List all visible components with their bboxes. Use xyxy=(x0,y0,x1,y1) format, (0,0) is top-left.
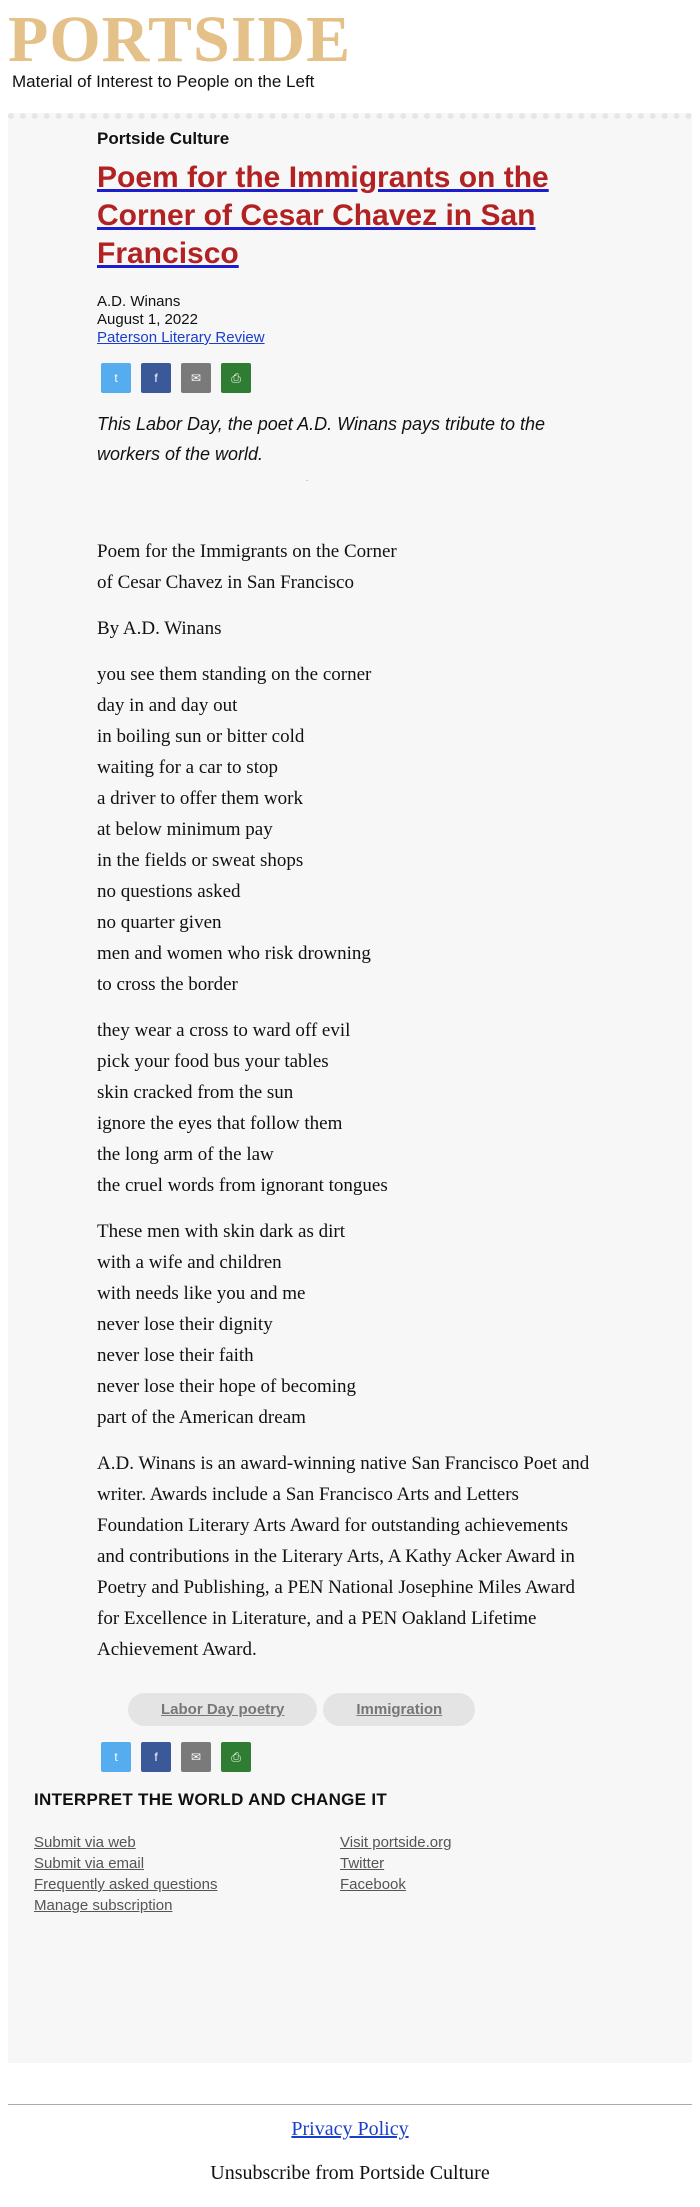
source-link[interactable]: Paterson Literary Review xyxy=(97,329,265,346)
visit-portside-link[interactable]: Visit portside.org xyxy=(340,1834,452,1851)
poem-line: in the fields or sweat shops xyxy=(97,850,304,871)
poem-line: you see them standing on the corner xyxy=(97,664,372,685)
privacy-policy-link[interactable]: Privacy Policy xyxy=(291,2118,409,2140)
poem-heading-line: of Cesar Chavez in San Francisco xyxy=(97,572,354,593)
article-meta xyxy=(97,293,597,347)
poem-body xyxy=(97,536,597,1665)
stanza-3 xyxy=(97,1216,597,1433)
unsubscribe-link[interactable]: Unsubscribe from Portside Culture xyxy=(210,2162,490,2184)
poem-line: no quarter given xyxy=(97,912,222,933)
image-placeholder: · xyxy=(305,475,309,486)
poem-line: at below minimum pay xyxy=(97,819,273,840)
facebook-icon[interactable]: f xyxy=(141,363,171,393)
section-label: Portside Culture xyxy=(97,129,230,148)
article-content xyxy=(97,129,597,1772)
tag-immigration[interactable]: Immigration xyxy=(323,1693,475,1726)
email-icon[interactable]: ✉ xyxy=(181,1742,211,1772)
footer-col-left xyxy=(34,1832,340,1916)
email-icon[interactable]: ✉ xyxy=(181,363,211,393)
tag-list xyxy=(128,1693,597,1726)
poem-line: the long arm of the law xyxy=(97,1144,274,1165)
poem-line: a driver to offer them work xyxy=(97,788,303,809)
facebook-link[interactable]: Facebook xyxy=(340,1876,406,1893)
date: August 1, 2022 xyxy=(97,311,198,328)
article-dek: This Labor Day, the poet A.D. Winans pays tribute to the workers of the world. xyxy=(97,414,546,464)
tagline: Material of Interest to People on the Left xyxy=(12,72,315,91)
share-bar-top xyxy=(101,363,597,393)
faq-link[interactable]: Frequently asked questions xyxy=(34,1876,218,1893)
article-panel xyxy=(8,113,692,2063)
share-bar-bottom xyxy=(101,1742,597,1772)
divider xyxy=(8,2104,692,2105)
poem-line: with needs like you and me xyxy=(97,1283,306,1304)
manage-subscription-link[interactable]: Manage subscription xyxy=(34,1897,173,1914)
poem-line: pick your food bus your tables xyxy=(97,1051,329,1072)
poem-line: with a wife and children xyxy=(97,1252,282,1273)
poem-line: ignore the eyes that follow them xyxy=(97,1113,343,1134)
twitter-icon[interactable]: t xyxy=(101,363,131,393)
article-title[interactable]: Poem for the Immigrants on the Corner of Cesar Chavez in San Francisco xyxy=(97,161,549,270)
poem-line: never lose their dignity xyxy=(97,1314,273,1335)
poem-line: the cruel words from ignorant tongues xyxy=(97,1175,388,1196)
poem-line: skin cracked from the sun xyxy=(97,1082,294,1103)
author: A.D. Winans xyxy=(97,293,181,310)
poem-line: never lose their faith xyxy=(97,1345,254,1366)
poem-line: men and women who risk drowning xyxy=(97,943,371,964)
poem-line: they wear a cross to ward off evil xyxy=(97,1020,351,1041)
poem-line: in boiling sun or bitter cold xyxy=(97,726,305,747)
footer xyxy=(34,1790,674,1916)
poem-byline: By A.D. Winans xyxy=(97,618,222,639)
poem-line: waiting for a car to stop xyxy=(97,757,278,778)
poem-line: part of the American dream xyxy=(97,1407,306,1428)
facebook-icon[interactable]: f xyxy=(141,1742,171,1772)
masthead xyxy=(8,3,352,92)
print-icon[interactable]: ⎙ xyxy=(221,1742,251,1772)
portside-logo[interactable]: PORTSIDE xyxy=(8,3,352,76)
twitter-icon[interactable]: t xyxy=(101,1742,131,1772)
poem-line: no questions asked xyxy=(97,881,241,902)
stanza-1 xyxy=(97,659,597,1000)
poem-line: day in and day out xyxy=(97,695,238,716)
privacy-policy xyxy=(0,2118,700,2141)
footer-links xyxy=(34,1832,674,1916)
author-bio: A.D. Winans is an award-winning native San Francisco Poet and writer. Awards include a San Francisco Arts and Letters Foundation Literary Arts Award for outstanding achievements and contributions in the Literary Arts, A Kathy Acker Award in Poetry and Publishing, a PEN National Josephine Miles Award for Excellence in Literature, and a PEN Oakland Lifetime Achievement Award. xyxy=(97,1453,590,1660)
poem-line: to cross the border xyxy=(97,974,238,995)
submit-email-link[interactable]: Submit via email xyxy=(34,1855,145,1872)
submit-web-link[interactable]: Submit via web xyxy=(34,1834,136,1851)
print-icon[interactable]: ⎙ xyxy=(221,363,251,393)
footer-title: INTERPRET THE WORLD AND CHANGE IT xyxy=(34,1790,388,1809)
poem-line: never lose their hope of becoming xyxy=(97,1376,357,1397)
poem-heading xyxy=(97,536,597,598)
stanza-2 xyxy=(97,1015,597,1201)
tag-labor-day-poetry[interactable]: Labor Day poetry xyxy=(128,1693,317,1726)
footer-col-right xyxy=(340,1832,646,1916)
poem-line: These men with skin dark as dirt xyxy=(97,1221,346,1242)
twitter-link[interactable]: Twitter xyxy=(340,1855,385,1872)
poem-heading-line: Poem for the Immigrants on the Corner xyxy=(97,541,397,562)
